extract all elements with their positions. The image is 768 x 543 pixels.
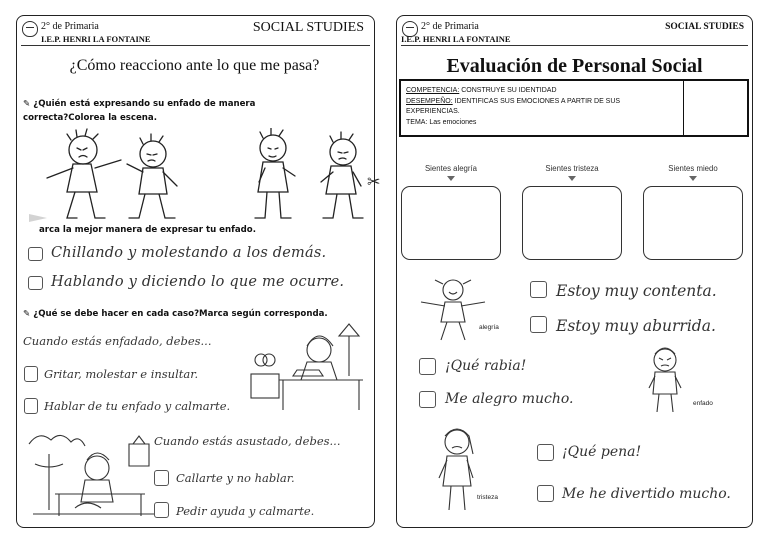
scissors-icon: ✂ bbox=[367, 174, 381, 191]
tema-row: TEMA: Las emociones bbox=[406, 119, 477, 126]
checkbox-keep-quiet[interactable] bbox=[154, 470, 169, 486]
competencia-row bbox=[406, 86, 557, 96]
checkbox-talking[interactable] bbox=[28, 276, 43, 290]
checkbox-so-angry[interactable] bbox=[419, 358, 436, 375]
checkbox-very-happy[interactable] bbox=[530, 281, 547, 298]
option-talk-calm: Hablar de tu enfado y calmarte. bbox=[44, 399, 231, 413]
case-scared-prompt: Cuando estás asustado, debes... bbox=[154, 434, 341, 448]
emotion-box-scared[interactable] bbox=[643, 186, 743, 260]
page-title: ¿Cómo reacciono ante lo que me pasa? bbox=[69, 57, 320, 74]
school-name: I.E.P. HENRI LA FONTAINE bbox=[401, 34, 511, 44]
angry-boy-illustration bbox=[637, 346, 693, 414]
case-angry-prompt: Cuando estás enfadado, debes... bbox=[23, 334, 212, 348]
subject-label: SOCIAL STUDIES bbox=[252, 20, 364, 35]
label-tristeza: tristeza bbox=[477, 494, 498, 501]
grade-label: 2° de Primaria bbox=[421, 21, 479, 32]
header-divider bbox=[21, 45, 370, 46]
question-2: arca la mejor manera de expresar tu enfado. bbox=[39, 225, 256, 235]
emotion-label-scared: Sientes miedo bbox=[668, 164, 718, 173]
option-shouting: Chillando y molestando a los demás. bbox=[51, 245, 327, 261]
option-ask-help: Pedir ayuda y calmarte. bbox=[176, 504, 315, 518]
arrow-down-icon bbox=[447, 176, 455, 181]
option-shout-insult: Gritar, molestar e insultar. bbox=[44, 367, 199, 381]
checkbox-shouting[interactable] bbox=[28, 247, 43, 261]
grade-label: 2° de Primaria bbox=[41, 21, 99, 32]
pencil-icon: ✎ bbox=[23, 99, 34, 109]
checkbox-shout-insult[interactable] bbox=[24, 366, 38, 382]
emotion-label-sad: Sientes tristeza bbox=[545, 164, 599, 173]
competencia-value: CONSTRUYE SU IDENTIDAD bbox=[459, 87, 557, 94]
option-talking: Hablando y diciendo lo que me ocurre. bbox=[51, 274, 345, 290]
option-had-fun: Me he divertido mucho. bbox=[562, 486, 731, 502]
question-3-text: ¿Qué se debe hacer en cada caso?Marca según corresponda. bbox=[33, 309, 328, 319]
checkbox-what-a-pity[interactable] bbox=[537, 444, 554, 461]
option-what-a-pity: ¡Qué pena! bbox=[562, 444, 642, 460]
question-3 bbox=[23, 309, 328, 319]
arrow-down-icon bbox=[689, 176, 697, 181]
scared-boy-illustration bbox=[25, 424, 163, 520]
option-very-happy: Estoy muy contenta. bbox=[556, 282, 717, 300]
pencil-icon: ✎ bbox=[23, 309, 34, 319]
option-keep-quiet: Callarte y no hablar. bbox=[176, 471, 295, 485]
question-1 bbox=[23, 99, 255, 109]
desempeno-row bbox=[406, 97, 620, 107]
checkbox-glad[interactable] bbox=[419, 391, 436, 408]
page-title: Evaluación de Personal Social bbox=[446, 55, 703, 77]
option-so-angry: ¡Qué rabia! bbox=[445, 358, 527, 374]
question-1-line-1: ¿Quién está expresando su enfado de manera bbox=[33, 99, 256, 109]
checkbox-ask-help[interactable] bbox=[154, 502, 169, 518]
competencia-label: COMPETENCIA: bbox=[406, 87, 460, 94]
checkbox-talk-calm[interactable] bbox=[24, 398, 38, 414]
competency-table bbox=[399, 79, 749, 137]
subject-label: SOCIAL STUDIES bbox=[665, 22, 744, 32]
option-very-bored: Estoy muy aburrida. bbox=[556, 317, 716, 335]
desempeno-label: DESEMPEÑO: bbox=[406, 98, 453, 105]
desempeno-value: IDENTIFICAS SUS EMOCIONES A PARTIR DE SUS bbox=[452, 98, 621, 105]
label-enfado: enfado bbox=[693, 400, 713, 407]
label-alegria: alegría bbox=[479, 324, 499, 331]
girl-studying-illustration bbox=[249, 322, 373, 414]
right-worksheet bbox=[396, 15, 753, 528]
school-name: I.E.P. HENRI LA FONTAINE bbox=[41, 34, 151, 44]
table-grade-cell bbox=[683, 81, 747, 135]
happy-girl-illustration bbox=[411, 276, 495, 342]
emotion-label-happy: Sientes alegría bbox=[424, 164, 477, 173]
checkbox-very-bored[interactable] bbox=[530, 316, 547, 333]
angry-children-illustration bbox=[25, 128, 370, 224]
header-divider bbox=[401, 45, 748, 46]
question-1-line-2: correcta?Colorea la escena. bbox=[23, 113, 157, 123]
checkbox-had-fun[interactable] bbox=[537, 485, 554, 502]
emotion-box-sad[interactable] bbox=[522, 186, 622, 260]
left-worksheet bbox=[16, 15, 375, 528]
school-crest-icon bbox=[22, 21, 38, 37]
option-glad: Me alegro mucho. bbox=[445, 391, 574, 407]
emotion-box-happy[interactable] bbox=[401, 186, 501, 260]
arrow-down-icon bbox=[568, 176, 576, 181]
desempeno-row-2: EXPERIENCIAS. bbox=[406, 108, 460, 115]
